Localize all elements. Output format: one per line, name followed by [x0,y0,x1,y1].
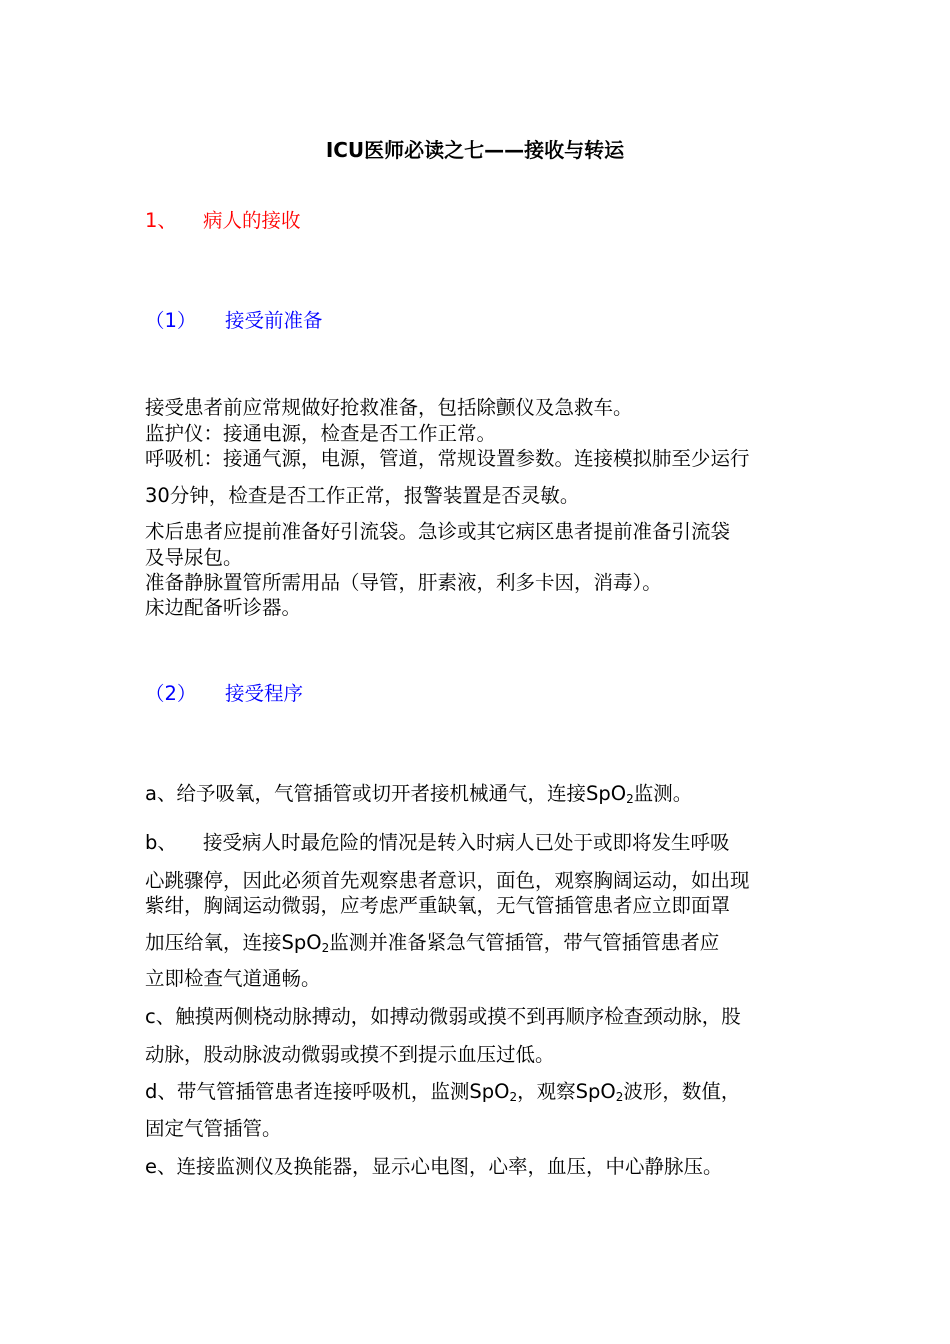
prep-line: 及导尿包。 [145,546,243,569]
subsection-heading-text: 接受程序 [225,682,304,705]
prep-line: 床边配备听诊器。 [145,596,302,619]
procedure-text: a、给予吸氧，气管插管或切开者接机械通气，连接SpO [145,782,627,805]
procedure-text: d、带气管插管患者连接呼吸机，监测SpO [145,1080,510,1103]
prep-line: 准备静脉置管所需用品（导管，肝素液，利多卡因，消毒）。 [145,571,662,594]
procedure-line: 立即检查气道通畅。 [145,967,321,990]
prep-line: 术后患者应提前准备好引流袋。急诊或其它病区患者提前准备引流袋 [145,520,731,543]
prep-line: 30分钟，检查是否工作正常，报警装置是否灵敏。 [145,484,580,507]
procedure-line: 紫绀，胸阔运动微弱，应考虑严重缺氧，无气管插管患者应立即面罩 [145,894,731,917]
subsection-number: （1） [145,309,197,332]
procedure-line: 心跳骤停，因此必须首先观察患者意识，面色，观察胸阔运动，如出现 [145,869,750,892]
procedure-text: 接受病人时最危险的情况是转入时病人已处于或即将发生呼吸 [203,831,730,854]
procedure-item-c: c、触摸两侧桡动脉搏动，如搏动微弱或摸不到再顺序检查颈动脉，股 [145,1005,741,1028]
procedure-item-a [145,782,692,806]
document-title: ICU医师必读之七——接收与转运 [325,138,625,162]
subscript: 2 [321,941,330,955]
subscript: 2 [509,1090,518,1104]
procedure-text: 波形，数值， [623,1080,741,1103]
procedure-text: 加压给氧，连接SpO [145,931,322,954]
item-label: b、 [145,831,177,854]
procedure-item-e: e、连接监测仪及换能器，显示心电图，心率，血压，中心静脉压。 [145,1155,723,1178]
section-heading-text: 病人的接收 [203,209,301,232]
procedure-text: ，观察SpO [517,1080,616,1103]
procedure-item-b [145,831,730,855]
prep-line: 呼吸机：接通气源，电源，管道，常规设置参数。连接模拟肺至少运行 [145,447,750,470]
prep-line: 监护仪：接通电源，检查是否工作正常。 [145,422,497,445]
subscript: 2 [626,792,634,806]
procedure-line: 动脉，股动脉波动微弱或摸不到提示血压过低。 [145,1043,555,1066]
procedure-line: 固定气管插管。 [145,1117,282,1140]
subsection-heading-text: 接受前准备 [225,309,323,332]
section-number: 1、 [145,209,177,232]
subscript: 2 [615,1090,624,1104]
procedure-text: 监测并准备紧急气管插管，带气管插管患者应 [329,931,720,954]
subsection-heading-procedure [145,682,303,706]
subsection-number: （2） [145,682,197,705]
section-heading-patient-reception [145,209,301,233]
procedure-item-d [145,1080,740,1104]
procedure-line [145,931,719,955]
prep-line: 接受患者前应常规做好抢救准备，包括除颤仪及急救车。 [145,396,633,419]
procedure-text: 监测。 [633,782,693,805]
subsection-heading-preparation [145,309,323,333]
